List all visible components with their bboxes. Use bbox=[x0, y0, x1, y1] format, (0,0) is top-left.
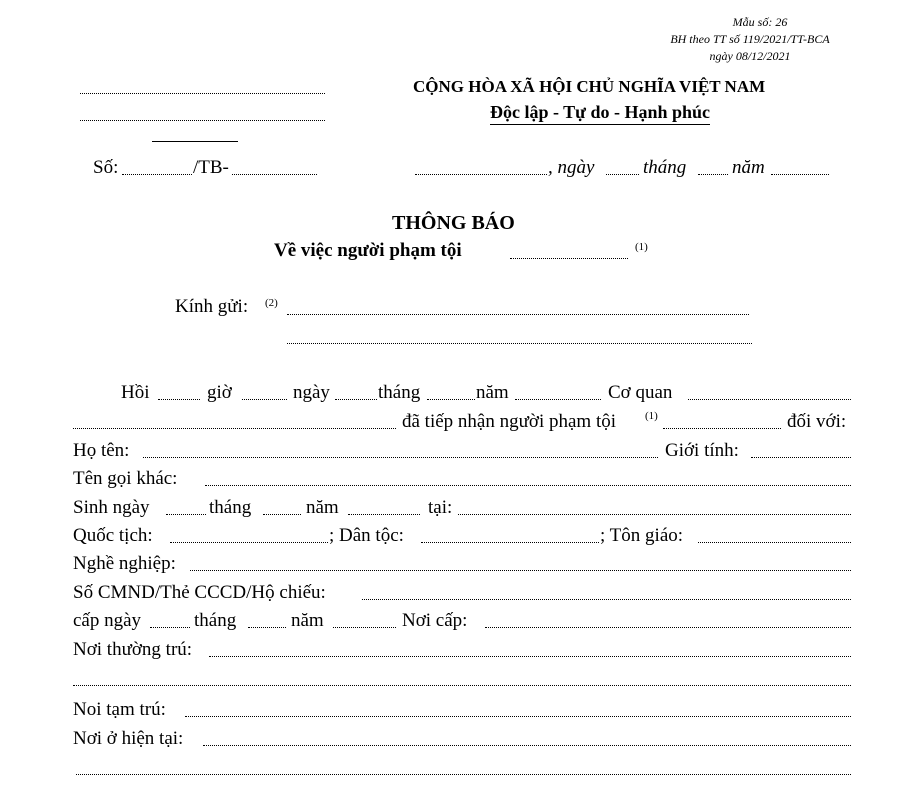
agency-line-2[interactable] bbox=[80, 120, 325, 121]
form-number: Mẫu số: 26 bbox=[732, 15, 788, 29]
date-month-field[interactable] bbox=[698, 174, 728, 175]
quoc-tich-label: Quốc tịch: bbox=[73, 525, 153, 546]
agency-underline bbox=[152, 141, 238, 142]
ho-ten-label: Họ tên: bbox=[73, 440, 130, 461]
co-quan-label: Cơ quan bbox=[608, 382, 673, 403]
month-field[interactable] bbox=[427, 399, 475, 400]
form-legal-basis: BH theo TT số 119/2021/TT-BCA bbox=[670, 32, 830, 46]
issue-day-field[interactable] bbox=[150, 627, 190, 628]
alias-field[interactable] bbox=[205, 485, 851, 486]
agency-field[interactable] bbox=[688, 399, 851, 400]
day-field[interactable] bbox=[335, 399, 377, 400]
issue-thang-label: tháng bbox=[194, 610, 237, 631]
issue-nam-label: năm bbox=[291, 610, 324, 631]
date-ngay-label: , ngày bbox=[548, 157, 595, 178]
permanent-address-field-2[interactable] bbox=[73, 685, 851, 686]
tb-label: /TB- bbox=[193, 157, 229, 178]
dan-toc-label: ; Dân tộc: bbox=[329, 525, 404, 546]
cmnd-label: Số CMND/Thẻ CCCD/Hộ chiếu: bbox=[73, 582, 326, 603]
year-field[interactable] bbox=[515, 399, 601, 400]
doi-voi-label: đối với: bbox=[787, 411, 847, 432]
date-nam-label: năm bbox=[732, 157, 765, 178]
thang-label: tháng bbox=[378, 382, 421, 403]
sinh-ngay-label: Sinh ngày bbox=[73, 497, 150, 518]
offense-field[interactable] bbox=[510, 258, 628, 259]
so-label: Số: bbox=[93, 157, 119, 178]
ton-giao-label: ; Tôn giáo: bbox=[600, 525, 684, 546]
temporary-address-field[interactable] bbox=[185, 716, 851, 717]
birth-thang-label: tháng bbox=[209, 497, 252, 518]
tam-tru-label: Noi tạm trú: bbox=[73, 699, 166, 720]
birth-month-field[interactable] bbox=[263, 514, 301, 515]
hoi-label: Hồi bbox=[121, 382, 150, 403]
nam-label: năm bbox=[476, 382, 509, 403]
document-subtitle: Về việc người phạm tội bbox=[274, 240, 462, 261]
ethnicity-field[interactable] bbox=[421, 542, 599, 543]
occupation-field[interactable] bbox=[190, 570, 851, 571]
recipient-field-2[interactable] bbox=[287, 343, 752, 344]
date-day-field[interactable] bbox=[606, 174, 639, 175]
permanent-address-field[interactable] bbox=[209, 656, 851, 657]
gio-label: giờ bbox=[207, 382, 232, 403]
issue-year-field[interactable] bbox=[333, 627, 396, 628]
issue-month-field[interactable] bbox=[248, 627, 286, 628]
birth-year-field[interactable] bbox=[348, 514, 420, 515]
birth-day-field[interactable] bbox=[166, 514, 206, 515]
nghe-nghiep-label: Nghề nghiệp: bbox=[73, 553, 176, 574]
date-year-field[interactable] bbox=[771, 174, 829, 175]
so-field[interactable] bbox=[122, 174, 192, 175]
tai-label: tại: bbox=[428, 497, 453, 518]
minute-field[interactable] bbox=[242, 399, 287, 400]
document-title: THÔNG BÁO bbox=[392, 212, 515, 234]
thuong-tru-label: Nơi thường trú: bbox=[73, 639, 193, 660]
current-address-field[interactable] bbox=[203, 745, 851, 746]
ngay-label: ngày bbox=[293, 382, 330, 403]
form-note bbox=[640, 14, 860, 65]
issue-place-field[interactable] bbox=[485, 627, 851, 628]
noi-cap-label: Nơi cấp: bbox=[402, 610, 468, 631]
tb-field[interactable] bbox=[232, 174, 317, 175]
form-date: ngày 08/12/2021 bbox=[709, 49, 791, 63]
religion-field[interactable] bbox=[698, 542, 851, 543]
tiep-nhan-label: đã tiếp nhận người phạm tội bbox=[402, 411, 617, 432]
place-field[interactable] bbox=[415, 174, 547, 175]
tiep-nhan-note: (1) bbox=[645, 410, 658, 422]
cap-ngay-label: cấp ngày bbox=[73, 610, 142, 631]
country-name: CỘNG HÒA XÃ HỘI CHỦ NGHĨA VIỆT NAM bbox=[413, 77, 766, 96]
nationality-field[interactable] bbox=[170, 542, 328, 543]
id-number-field[interactable] bbox=[362, 599, 851, 600]
birth-place-field[interactable] bbox=[458, 514, 851, 515]
agency-line-1[interactable] bbox=[80, 93, 325, 94]
recipient-field-1[interactable] bbox=[287, 314, 749, 315]
motto: Độc lập - Tự do - Hạnh phúc bbox=[490, 102, 710, 125]
date-thang-label: tháng bbox=[643, 157, 687, 178]
recipient-label: Kính gửi: bbox=[175, 296, 249, 317]
gender-field[interactable] bbox=[751, 457, 851, 458]
birth-nam-label: năm bbox=[306, 497, 339, 518]
full-name-field[interactable] bbox=[143, 457, 658, 458]
gioi-tinh-label: Giới tính: bbox=[665, 440, 739, 461]
recipient-note: (2) bbox=[265, 297, 278, 309]
subtitle-note: (1) bbox=[635, 241, 648, 253]
agency-field-cont[interactable] bbox=[73, 428, 396, 429]
offense-field-2[interactable] bbox=[663, 428, 781, 429]
hour-field[interactable] bbox=[158, 399, 200, 400]
ten-goi-khac-label: Tên gọi khác: bbox=[73, 468, 178, 489]
hien-tai-label: Nơi ở hiện tại: bbox=[73, 728, 184, 749]
current-address-field-2[interactable] bbox=[76, 774, 851, 775]
